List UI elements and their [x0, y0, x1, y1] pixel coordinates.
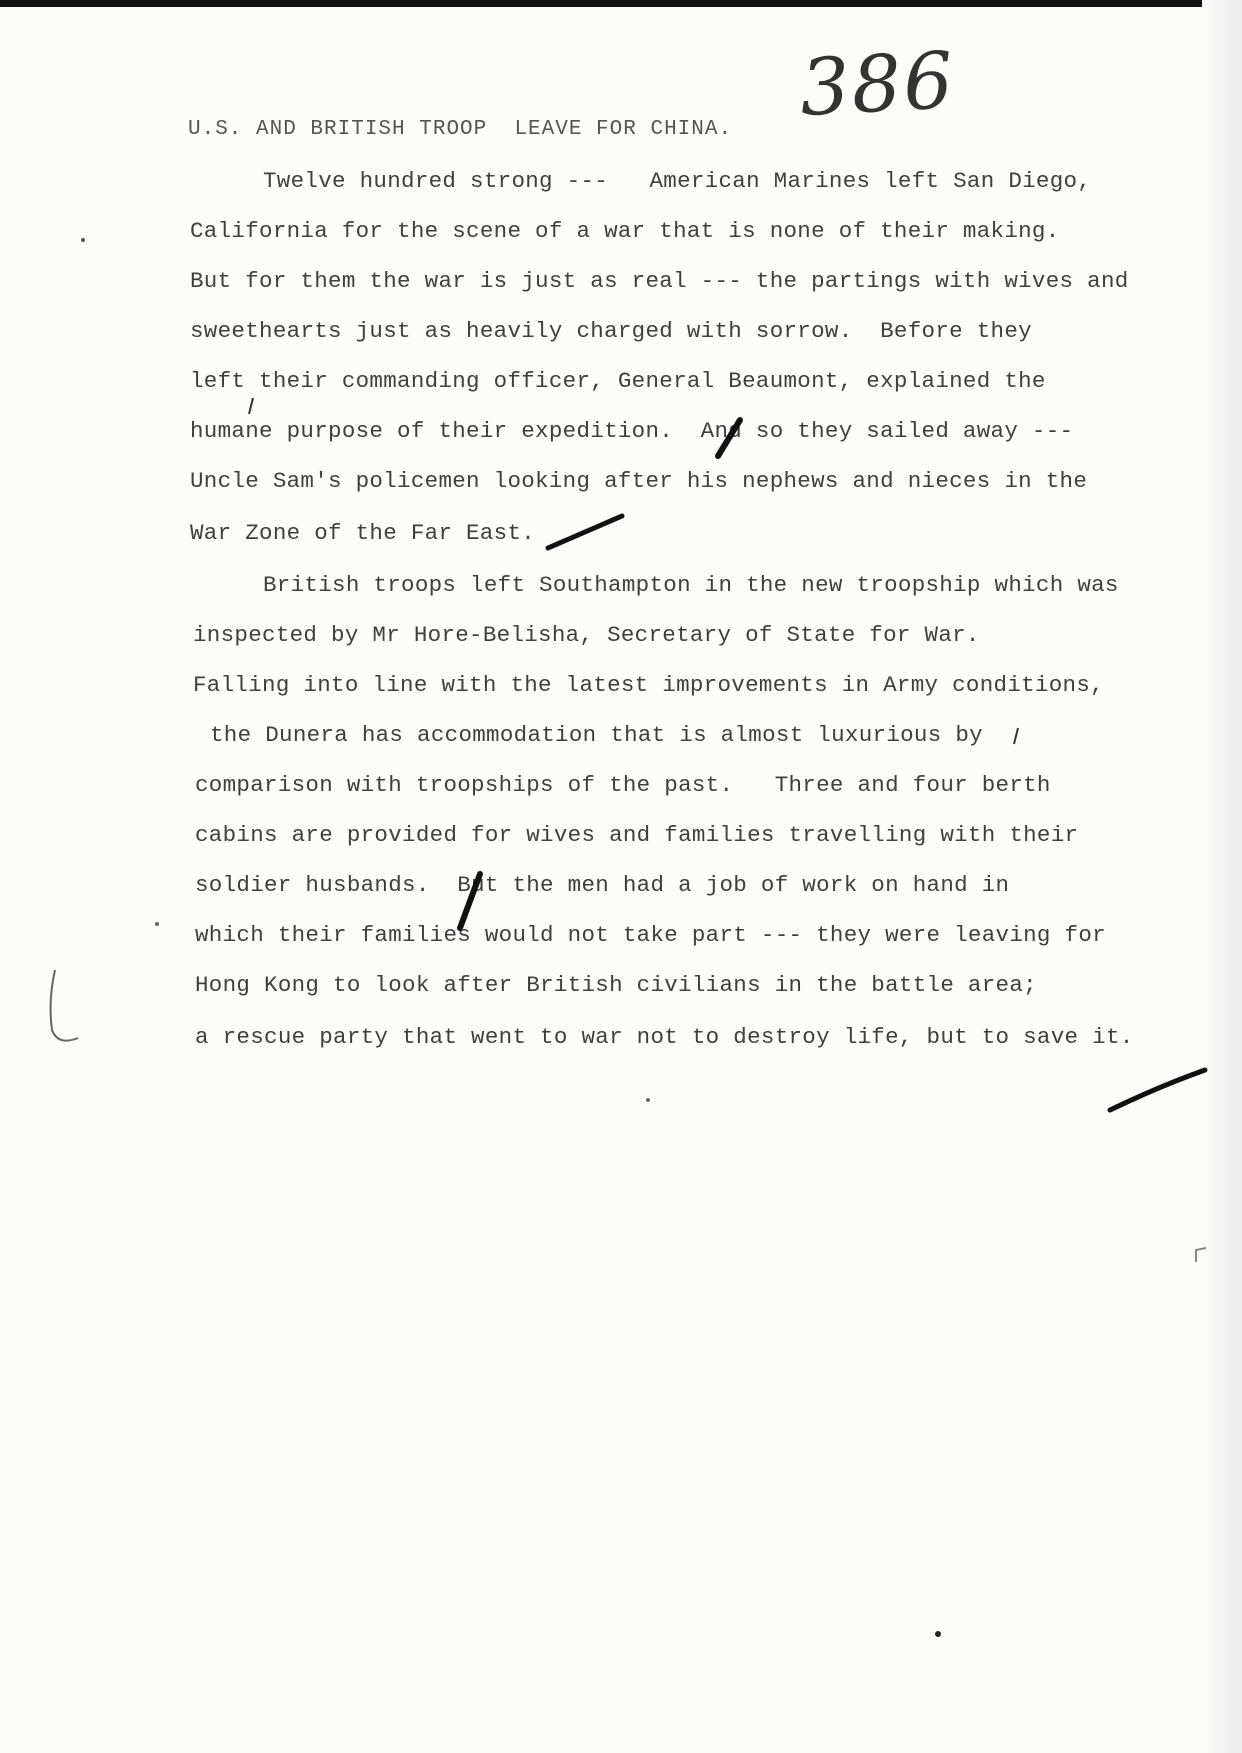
underline-mark: [548, 516, 622, 548]
text-line: which their families would not take part --- they were leaving for: [195, 922, 1106, 948]
text-line: humane purpose of their expedition. And so they sailed away ---: [190, 418, 1074, 444]
slash-mark: [460, 874, 480, 928]
ink-dot: [155, 922, 159, 926]
text-line: sweethearts just as heavily charged with sorrow. Before they: [190, 318, 1032, 344]
text-line: soldier husbands. But the men had a job of work on hand in: [195, 872, 1010, 898]
underline-mark: [1110, 1070, 1205, 1110]
text-line: a rescue party that went to war not to destroy life, but to save it.: [195, 1024, 1134, 1050]
text-line: Twelve hundred strong --- American Marines left San Diego,: [263, 168, 1092, 194]
text-line: Uncle Sam's policemen looking after his nephews and nieces in the: [190, 468, 1088, 494]
document-title: U.S. AND BRITISH TROOP LEAVE FOR CHINA.: [188, 118, 733, 141]
text-line: comparison with troopships of the past. Three and four berth: [195, 772, 1051, 798]
text-line: California for the scene of a war that is none of their making.: [190, 218, 1060, 244]
slash-mark: [718, 420, 740, 456]
text-line: But for them the war is just as real --- the partings with wives and: [190, 268, 1129, 294]
text-line: Hong Kong to look after British civilians in the battle area;: [195, 972, 1037, 998]
text-line: Falling into line with the latest improvements in Army conditions,: [193, 672, 1104, 698]
text-line: left their commanding officer, General Beaumont, explained the: [190, 368, 1046, 394]
text-line: inspected by Mr Hore-Belisha, Secretary of State for War.: [193, 622, 980, 648]
ink-dot: [81, 238, 85, 242]
handwritten-page-number: 386: [797, 36, 958, 134]
ink-dot: [935, 1631, 941, 1637]
bracket-mark: [51, 970, 78, 1041]
text-line: the Dunera has accommodation that is almost luxurious by: [210, 722, 983, 748]
corner-mark: [1196, 1248, 1206, 1262]
ink-dot: [646, 1098, 650, 1102]
text-line: British troops left Southampton in the new troopship which was: [263, 572, 1119, 598]
text-line: War Zone of the Far East.: [190, 520, 536, 546]
tick-mark: [1014, 728, 1018, 744]
tick-mark: [249, 398, 253, 414]
text-line: cabins are provided for wives and families travelling with their: [195, 822, 1079, 848]
